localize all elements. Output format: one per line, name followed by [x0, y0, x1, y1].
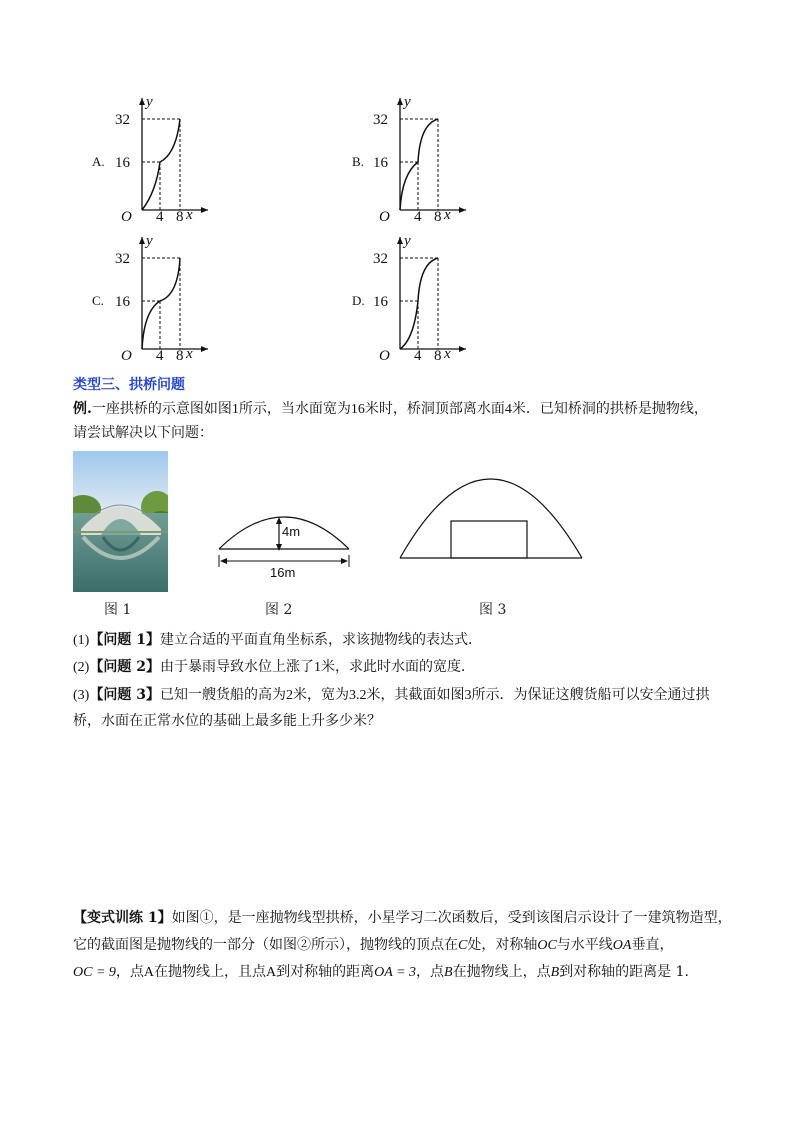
- option-d-y-top: 32: [373, 251, 388, 267]
- option-c-y-top: 32: [115, 251, 130, 267]
- question-3-num: (3): [73, 688, 90, 703]
- question-2-text-a: 由于暴雨导致水位上涨了: [159, 659, 314, 675]
- option-a-y-top: 32: [115, 112, 130, 128]
- variant-text-3f: 到对称轴的距离是 1.: [559, 964, 689, 980]
- option-c-graph: [112, 231, 212, 361]
- option-d-y-mid: 16: [373, 294, 388, 310]
- option-a-x-mid: 4: [156, 209, 164, 222]
- variant-line-2: [73, 934, 673, 957]
- example-height: 4: [504, 402, 512, 417]
- option-c-y-mid: 16: [115, 294, 130, 310]
- variant-point-b-2: B: [550, 965, 560, 980]
- option-d-x-end: 8: [434, 348, 442, 361]
- example-line-1: [73, 398, 708, 421]
- variant-text-3d: ，点: [416, 964, 445, 980]
- question-2: [73, 656, 475, 679]
- figure-3-arch: [400, 479, 582, 558]
- variant-text-1: 如图①，是一座抛物线型拱桥，小星学习二次函数后，受到该图启示设计了一建筑物造型，: [171, 910, 732, 926]
- variant-point-b-1: B: [444, 965, 453, 980]
- option-d-y-var: y: [404, 233, 411, 249]
- variant-text-3a: ，点: [115, 964, 144, 980]
- option-a-origin: O: [121, 209, 132, 222]
- option-b-x-end: 8: [434, 209, 442, 222]
- question-1-text: 建立合适的平面直角坐标系，求该抛物线的表达式．: [159, 632, 482, 648]
- option-b-curve: [400, 119, 438, 210]
- option-d-label: D.: [352, 293, 365, 308]
- variant-text-3e: 在抛物线上，点: [452, 964, 551, 980]
- option-a-x-var: x: [186, 207, 193, 222]
- question-3-text-d: 所示．为保证这艘货船可以安全通过拱: [471, 687, 710, 703]
- option-c-x-end: 8: [176, 348, 184, 361]
- question-2-num: (2): [73, 660, 90, 675]
- option-a-y-var: y: [146, 94, 153, 110]
- option-c-curve: [142, 258, 180, 349]
- example-text-c: 米时，桥洞顶部离水面: [364, 401, 505, 417]
- option-c-x-mid: 4: [156, 348, 164, 361]
- option-a-curve: [142, 119, 180, 210]
- variant-eq-oc: OC = 9: [73, 965, 116, 980]
- question-3-height: 2: [285, 688, 293, 703]
- figure-2-height-label: 4m: [282, 524, 301, 539]
- option-d-x-mid: 4: [414, 348, 422, 361]
- example-line-2: 请尝试解决以下问题：: [73, 425, 213, 441]
- variant-point-a-2: A: [266, 965, 277, 980]
- question-3-text-a: 已知一艘货船的高为: [159, 687, 286, 703]
- question-1: [73, 629, 482, 652]
- variant-point-a-1: A: [143, 965, 155, 980]
- variant-text-2b: 处，对称轴: [467, 937, 538, 953]
- variant-text-3c: 到对称轴的距离: [276, 964, 375, 980]
- figure-2-caption: 图 2: [265, 602, 293, 618]
- option-d-curve: [400, 258, 438, 349]
- variant-segment-oa: OA: [612, 938, 632, 953]
- example-width: 16: [350, 402, 365, 417]
- question-3-text-c: 米，其截面如图: [366, 687, 465, 703]
- figure-1-photo: [73, 451, 168, 592]
- question-3-text-b: 米，宽为: [292, 687, 349, 703]
- option-d-graph: [370, 231, 470, 361]
- figure-3-ship-rect: [451, 521, 527, 558]
- variant-point-c: C: [458, 938, 468, 953]
- question-2-value: 1: [313, 660, 321, 675]
- variant-eq-oa: OA = 3: [374, 965, 417, 980]
- example-fig-ref: 1: [231, 402, 239, 417]
- variant-text-2d: 垂直，: [631, 937, 674, 953]
- example-text-d: 米．已知桥洞的拱桥是抛物线，: [511, 401, 708, 417]
- option-a-label: A.: [92, 154, 105, 169]
- option-b-x-mid: 4: [414, 209, 422, 222]
- variant-text-3b: 在抛物线上，且点: [154, 964, 267, 980]
- option-c-label: C.: [92, 293, 104, 308]
- figure-1-caption: 图 1: [104, 602, 132, 618]
- option-d-origin: O: [379, 348, 390, 361]
- section-title: 类型三、拱桥问题: [73, 377, 185, 393]
- variant-tag: 【变式训练 1】: [73, 910, 172, 926]
- figure-3-diagram: [396, 478, 586, 560]
- option-a-x-end: 8: [176, 209, 184, 222]
- variant-line-1: [73, 907, 732, 929]
- option-d-x-var: x: [444, 346, 451, 361]
- figure-2-width-label: 16m: [270, 565, 296, 580]
- question-3-width: 3.2: [348, 688, 367, 703]
- option-c-x-var: x: [186, 346, 193, 361]
- option-b-graph: [370, 92, 470, 222]
- option-c-origin: O: [121, 348, 132, 361]
- figure-3-caption: 图 3: [479, 602, 507, 618]
- variant-text-2c: 与水平线: [556, 937, 613, 953]
- question-2-tag: 【问题 2】: [89, 659, 160, 675]
- variant-line-3: [73, 961, 689, 984]
- option-b-y-mid: 16: [373, 155, 388, 171]
- option-b-x-var: x: [444, 207, 451, 222]
- question-2-text-b: 米，求此时水面的宽度．: [320, 659, 475, 675]
- option-b-y-top: 32: [373, 112, 388, 128]
- question-3-line-1: [73, 684, 709, 707]
- option-a-graph: [112, 92, 212, 222]
- option-a-y-mid: 16: [115, 155, 130, 171]
- question-3-fig-ref: 3: [464, 688, 472, 703]
- option-b-label: B.: [352, 154, 364, 169]
- variant-segment-oc: OC: [537, 938, 557, 953]
- question-1-num: (1): [73, 633, 90, 648]
- question-3-tag: 【问题 3】: [89, 687, 160, 703]
- option-b-origin: O: [379, 209, 390, 222]
- variant-text-2a: 它的截面图是抛物线的一部分（如图②所示），抛物线的顶点在: [73, 937, 458, 953]
- option-c-y-var: y: [146, 233, 153, 249]
- example-prefix: 例.: [73, 401, 92, 417]
- question-1-tag: 【问题 1】: [89, 632, 160, 648]
- example-text-a: 一座拱桥的示意图如图: [91, 401, 232, 417]
- figure-2-diagram: [214, 505, 354, 585]
- option-b-y-var: y: [404, 94, 411, 110]
- question-3-line-2: 桥，水面在正常水位的基础上最多能上升多少米？: [73, 713, 381, 729]
- example-text-b: 所示，当水面宽为: [238, 401, 351, 417]
